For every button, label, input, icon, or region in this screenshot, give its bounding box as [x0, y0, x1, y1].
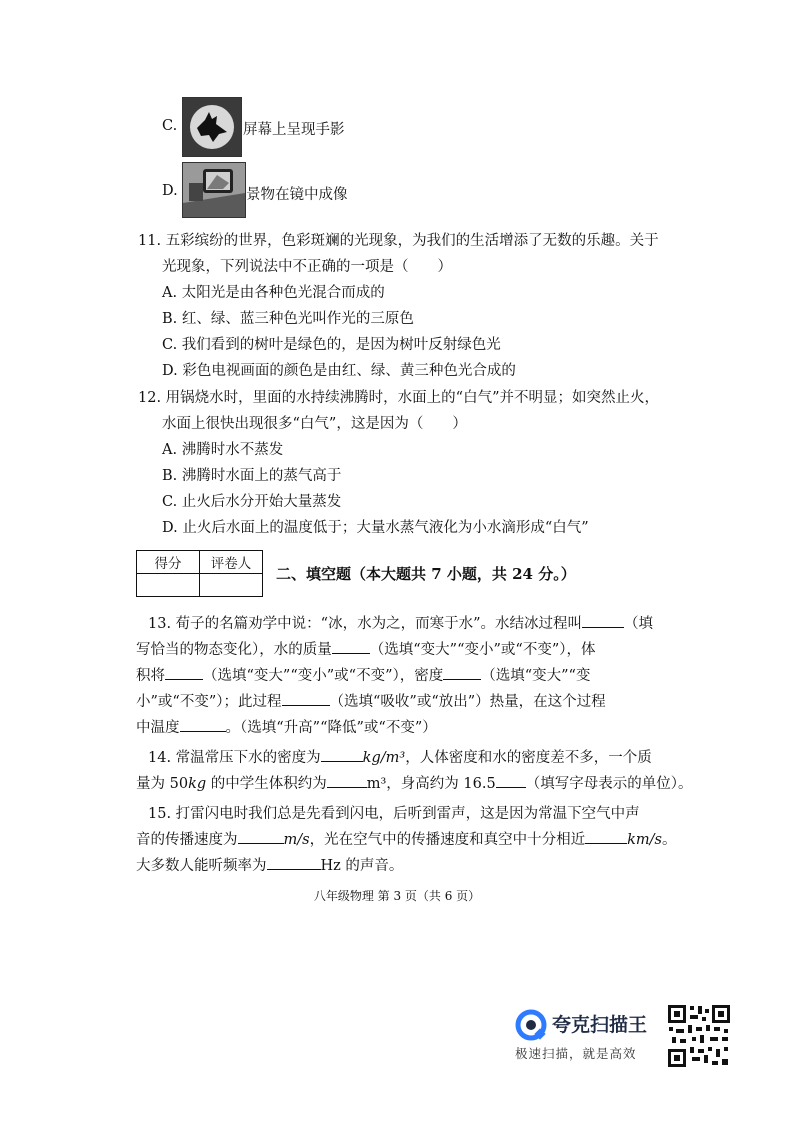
q12-option-a: A. 沸腾时水不蒸发: [162, 442, 284, 458]
q13-text: （选填“变大”“变小”或“不变”），密度: [203, 668, 444, 684]
q11-stem-line1: 11. 五彩缤纷的世界，色彩斑斓的光现象，为我们的生活增添了无数的乐趣。关于: [138, 233, 659, 249]
q15-unit: m/s: [283, 832, 310, 848]
q11-option-c: C. 我们看到的树叶是绿色的，是因为树叶反射绿色光: [162, 337, 501, 353]
q13-text: 积将: [136, 668, 165, 684]
q12-option-c: C. 止火后水分开始大量蒸发: [162, 494, 342, 510]
q13-text: 13. 荀子的名篇劝学中说：“冰，水为之，而寒于水”。水结冰过程叫: [148, 616, 582, 632]
q15-text: 。: [661, 832, 677, 848]
q15-unit: km/s: [627, 832, 662, 848]
q13-text: （填: [624, 616, 653, 632]
q15-text: 大多数人能听频率为: [136, 858, 267, 874]
q15-blank-1: [238, 829, 284, 844]
q14-blank-2: [327, 773, 367, 788]
q13-line1: [148, 612, 653, 633]
q13-text: 中温度: [136, 720, 180, 736]
q13-text: 小”或“不变”）；此过程: [136, 694, 282, 710]
q11-option-a: A. 太阳光是由各种色光混合而成的: [162, 285, 385, 301]
q13-blank-2: [332, 639, 370, 654]
q14-text: m³，身高约为 16.5: [366, 776, 496, 792]
q13-text: （选填“变大”“变: [481, 668, 591, 684]
q13-blank-5: [282, 691, 330, 706]
hand-shadow-image: [182, 97, 242, 157]
q15-line2: [136, 828, 676, 849]
grader-cell: [200, 574, 263, 597]
q12-stem-line1: 12. 用锅烧水时，里面的水持续沸腾时，水面上的“白气”并不明显；如突然止火，: [138, 390, 659, 406]
q13-line3: [136, 664, 590, 685]
qr-code-icon: [666, 1003, 732, 1069]
q13-text: 写恰当的物态变化），水的质量: [136, 642, 332, 658]
section-title: 二、填空题（本大题共 7 小题，共 24 分。）: [276, 565, 576, 583]
q13-blank-4: [443, 665, 481, 680]
quark-logo-icon: [514, 1008, 548, 1046]
q14-text: 量为 50: [136, 776, 189, 792]
score-table: [136, 550, 263, 597]
q15-blank-3: [267, 855, 321, 870]
q14-line2: [136, 772, 692, 793]
q11-stem-line2: 光现象，下列说法中不正确的一项是（ ）: [162, 259, 452, 275]
q13-blank-3: [165, 665, 203, 680]
grader-header: 评卷人: [200, 551, 263, 574]
q14-blank-3: [496, 773, 526, 788]
q11-option-d: D. 彩色电视画面的颜色是由红、绿、黄三种色光合成的: [162, 363, 516, 379]
q15-text: ，光在空气中的传播速度和真空中十分相近: [309, 832, 586, 848]
q14-text: 14. 常温常压下水的密度为: [148, 750, 321, 766]
option-c-letter: C.: [162, 118, 178, 134]
q13-blank-6: [180, 717, 226, 732]
option-d-letter: D.: [162, 183, 178, 199]
q12-option-b: B. 沸腾时水面上的蒸气高于: [162, 468, 342, 484]
q15-line1: 15. 打雷闪电时我们总是先看到闪电，后听到雷声，这是因为常温下空气中声: [148, 806, 640, 822]
q12-option-d: D. 止火后水面上的温度低于；大量水蒸气液化为小水滴形成“白气”: [162, 520, 589, 536]
q13-line4: [136, 690, 606, 711]
q11-option-b: B. 红、绿、蓝三种色光叫作光的三原色: [162, 311, 414, 327]
q14-unit: kg: [188, 776, 207, 792]
q14-text: 的中学生体积约为: [206, 776, 327, 792]
q13-line2: [136, 638, 595, 659]
q14-text: （填写字母表示的单位）。: [525, 776, 693, 792]
scanner-watermark: [512, 1008, 662, 1068]
q15-text: 音的传播速度为: [136, 832, 238, 848]
option-d-text: 景物在镜中成像: [246, 187, 348, 203]
q12-stem-line2: 水面上很快出现很多“白气”，这是因为（ ）: [162, 416, 467, 432]
option-c-text: 屏幕上呈现手影: [243, 122, 345, 138]
q15-blank-2: [585, 829, 627, 844]
q14-unit: kg/m³: [362, 750, 406, 766]
watermark-name: 夸克扫描王: [552, 1014, 648, 1036]
watermark-slogan: 极速扫描，就是高效: [515, 1046, 637, 1061]
q13-text: 。（选填“升高”“降低”或“不变”）: [225, 720, 437, 736]
q14-text: ，人体密度和水的密度差不多，一个质: [405, 750, 652, 766]
page-footer: 八年级物理 第 3 页（共 6 页）: [313, 889, 481, 903]
q13-text: （选填“吸收”或“放出”）热量，在这个过程: [329, 694, 606, 710]
mirror-image: [182, 162, 246, 218]
q15-line3: [136, 854, 403, 875]
q14-blank-1: [321, 747, 363, 762]
score-header: 得分: [137, 551, 200, 574]
score-cell: [137, 574, 200, 597]
q13-line5: [136, 716, 437, 737]
q14-line1: [148, 746, 652, 767]
q13-blank-1: [582, 613, 624, 628]
q15-text: Hz 的声音。: [320, 858, 404, 874]
q13-text: （选填“变大”“变小”或“不变”），体: [369, 642, 596, 658]
